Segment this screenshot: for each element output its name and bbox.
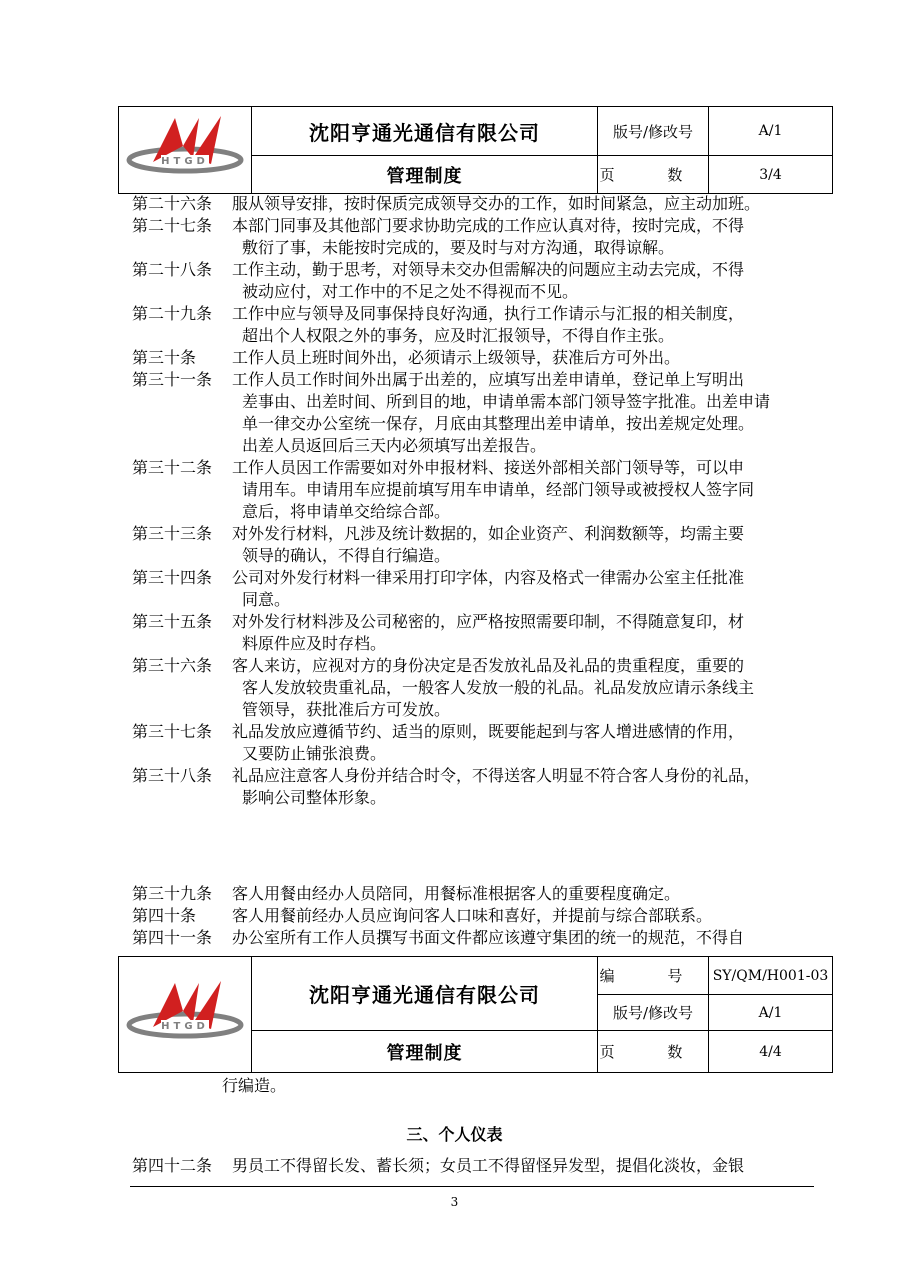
- article-item: [132, 457, 832, 523]
- page-count-label: 页 数: [598, 156, 709, 194]
- articles-block-2: [132, 883, 832, 949]
- article-item: [132, 905, 832, 927]
- article-text: [232, 369, 832, 457]
- article-number: 第四十二条: [132, 1156, 213, 1175]
- article-number: 第三十三条: [132, 524, 213, 543]
- article-number: 第四十条: [132, 906, 197, 925]
- version-value: A/1: [709, 107, 833, 156]
- article-number: 第三十六条: [132, 656, 213, 675]
- article-continuation-line: 被动应付，对工作中的不足之处不得视而不见。: [242, 282, 579, 301]
- article-item: [132, 721, 832, 765]
- article-item: [132, 567, 832, 611]
- article-continuation-line: 影响公司整体形象。: [242, 788, 387, 807]
- article-first-line: 礼品发放应遵循节约、适当的原则，既要能起到与客人增进感情的作用，: [232, 722, 745, 741]
- article-text: [232, 303, 832, 347]
- article-text: [232, 259, 832, 303]
- version-label: 版号/修改号: [598, 107, 709, 156]
- article-first-line: 办公室所有工作人员撰写书面文件都应该遵守集团的统一的规范，不得自: [232, 928, 745, 947]
- company-name-2: 沈阳亨通光通信有限公司: [252, 957, 598, 1031]
- article-text: 男员工不得留长发、蓄长须；女员工不得留怪异发型，提倡化淡妆，金银: [232, 1156, 745, 1175]
- article-item: [132, 369, 832, 457]
- article-text: [232, 611, 832, 655]
- article-continuation-line: 又要防止铺张浪费。: [242, 744, 387, 763]
- article-number: 第二十八条: [132, 260, 213, 279]
- article-item: [132, 765, 832, 809]
- article-item: [132, 347, 832, 369]
- htgd-logo-icon: [125, 112, 245, 188]
- article-first-line: 工作中应与领导及同事保持良好沟通，执行工作请示与汇报的相关制度，: [232, 304, 745, 323]
- article-number: 第三十四条: [132, 568, 213, 587]
- company-logo-2: [119, 957, 252, 1073]
- doc-type: 管理制度: [252, 156, 598, 194]
- article-text: [232, 765, 832, 809]
- article-text: [232, 457, 832, 523]
- article-item: [132, 303, 832, 347]
- article-text: [232, 905, 832, 927]
- article-item: [132, 655, 832, 721]
- version-label-2: 版号/修改号: [598, 995, 709, 1031]
- article-number: 第三十七条: [132, 722, 213, 741]
- article-continuation-line: 单一律交办公室统一保存，月底由其整理出差申请单，按出差规定处理。: [242, 414, 755, 433]
- article-continuation-line: 领导的确认，不得自行编造。: [242, 546, 451, 565]
- article-continuation-line: 请用车。申请用车应提前填写用车申请单，经部门领导或被授权人签字同: [242, 480, 755, 499]
- article-first-line: 礼品应注意客人身份并结合时令，不得送客人明显不符合客人身份的礼品，: [232, 766, 761, 785]
- article-first-line: 对外发行材料，凡涉及统计数据的，如企业资产、利润数额等，均需主要: [232, 524, 745, 543]
- article-item: [132, 883, 832, 905]
- article-first-line: 客人来访，应视对方的身份决定是否发放礼品及礼品的贵重程度，重要的: [232, 656, 745, 675]
- header-table-1: [118, 106, 833, 194]
- article-number: 第三十二条: [132, 458, 213, 477]
- article-first-line: 服从领导安排，按时保质完成领导交办的工作，如时间紧急，应主动加班。: [232, 194, 761, 213]
- doc-number-label: 编 号: [598, 957, 709, 995]
- page-count-value-2: 4/4: [709, 1031, 833, 1073]
- header-table-2: [118, 956, 833, 1073]
- continuation-text: 行编造。: [222, 1076, 287, 1095]
- article-first-line: 对外发行材料涉及公司秘密的，应严格按照需要印制，不得随意复印，材: [232, 612, 745, 631]
- version-value-2: A/1: [709, 995, 833, 1031]
- article-number: 第二十七条: [132, 216, 213, 235]
- article-item: [132, 259, 832, 303]
- article-text: [232, 523, 832, 567]
- article-first-line: 本部门同事及其他部门要求协助完成的工作应认真对待，按时完成，不得: [232, 216, 745, 235]
- article-text: [232, 215, 832, 259]
- article-number: 第三十八条: [132, 766, 213, 785]
- article-continuation-line: 敷衍了事，未能按时完成的，要及时与对方沟通，取得谅解。: [242, 238, 675, 257]
- article-text: [232, 927, 832, 949]
- article-first-line: 工作人员上班时间外出，必须请示上级领导，获准后方可外出。: [232, 348, 681, 367]
- article-item: [132, 215, 832, 259]
- article-first-line: 工作主动，勤于思考，对领导未交办但需解决的问题应主动去完成，不得: [232, 260, 745, 279]
- footer-rule: [130, 1186, 814, 1187]
- article-number: 第二十六条: [132, 194, 213, 213]
- article-text: [232, 193, 832, 215]
- article-continuation-line: 料原件应及时存档。: [242, 634, 387, 653]
- article-continuation-line: 意后，将申请单交给综合部。: [242, 502, 451, 521]
- article-continuation-line: 超出个人权限之外的事务，应及时汇报领导，不得自作主张。: [242, 326, 675, 345]
- articles-block: [132, 193, 832, 809]
- page-count-value: 3/4: [709, 156, 833, 194]
- article-first-line: 工作人员因工作需要如对外申报材料、接送外部相关部门领导等，可以申: [232, 458, 745, 477]
- article-42: [132, 1155, 832, 1177]
- article-continuation-line: 差事由、出差时间、所到目的地，申请单需本部门领导签字批准。出差申请: [242, 392, 771, 411]
- doc-type-2: 管理制度: [252, 1031, 598, 1073]
- article-continuation-line: 同意。: [242, 590, 291, 609]
- article-continuation-line: 出差人员返回后三天内必须填写出差报告。: [242, 436, 547, 455]
- article-number: 第四十一条: [132, 928, 213, 947]
- article-item: [132, 193, 832, 215]
- article-number: 第三十一条: [132, 370, 213, 389]
- article-first-line: 客人用餐由经办人员陪同，用餐标准根据客人的重要程度确定。: [232, 884, 681, 903]
- article-number: 第三十五条: [132, 612, 213, 631]
- svg-text:HTGD: HTGD: [161, 156, 209, 167]
- article-text: [232, 883, 832, 905]
- article-number: 第三十条: [132, 348, 197, 367]
- svg-text:HTGD: HTGD: [161, 1020, 209, 1032]
- article-number: 第三十九条: [132, 884, 213, 903]
- section-title: 三、个人仪表: [406, 1125, 503, 1144]
- article-first-line: 公司对外发行材料一律采用打印字体，内容及格式一律需办公室主任批准: [232, 568, 745, 587]
- article-first-line: 工作人员工作时间外出属于出差的，应填写出差申请单，登记单上写明出: [232, 370, 745, 389]
- article-item: [132, 927, 832, 949]
- page-number: 3: [450, 1195, 459, 1209]
- article-text: [232, 721, 832, 765]
- article-text: [232, 347, 832, 369]
- article-first-line: 客人用餐前经办人员应询问客人口味和喜好，并提前与综合部联系。: [232, 906, 713, 925]
- page-count-label-2: 页 数: [598, 1031, 709, 1073]
- company-name: 沈阳亨通光通信有限公司: [252, 107, 598, 156]
- article-item: [132, 523, 832, 567]
- htgd-logo-icon: [125, 977, 245, 1053]
- doc-number-value: SY/QM/H001-03: [709, 957, 833, 995]
- article-continuation-line: 管领导，获批准后方可发放。: [242, 700, 451, 719]
- article-number: 第二十九条: [132, 304, 213, 323]
- company-logo: [119, 107, 252, 194]
- article-text: [232, 655, 832, 721]
- article-continuation-line: 客人发放较贵重礼品，一般客人发放一般的礼品。礼品发放应请示条线主: [242, 678, 755, 697]
- article-text: [232, 567, 832, 611]
- article-item: [132, 611, 832, 655]
